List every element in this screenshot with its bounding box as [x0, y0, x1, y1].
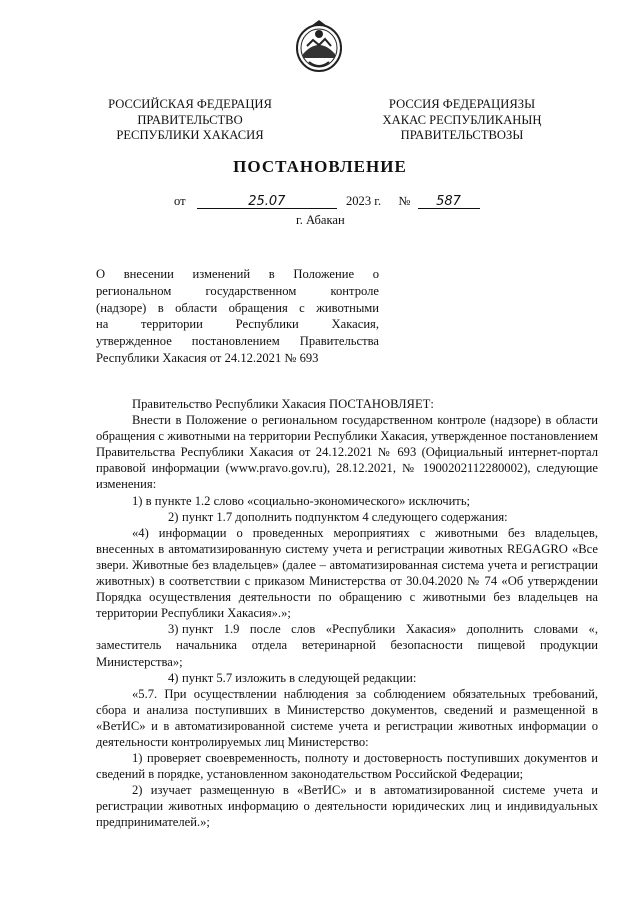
quote-1-paragraph: «4) информации о проведенных мероприятиях с животными без владельцев, внесенных в автоматизированную систему учета и регистрации животных REGAGRO «Все звери. Животные без владельцев» (далее – автоматизированная система учета и регистрации животных) в соответствии с приказом Министерства от 30.04.2020 № 74 «Об утверждении Порядка осуществления деятельности по обращению с животными без владельцев на территории Республики Хакасия».»; [96, 525, 598, 621]
document-body [96, 396, 598, 831]
item-3-paragraph [96, 621, 598, 669]
resolve-paragraph: Правительство Республики Хакасия ПОСТАНОВЛЯЕТ: [132, 397, 434, 411]
header-left-line: РЕСПУБЛИКИ ХАКАСИЯ [116, 128, 264, 142]
number-value: 587 [436, 194, 461, 209]
subject-line: региональном государственном контроле [96, 283, 379, 298]
intro-paragraph: Внести в Положение о региональном государственном контроле (надзоре) в области обращения с животными на территории Республики Хакасия, утвержденное постановлением Правительства Республики Хакасия от 24.12.2021 № 693 (Официальный интернет-портал правовой информации (www.pravo.gov.ru), 28.12.2021, № 1900202112280002), следующие изменения: [96, 413, 598, 492]
quote-2-paragraph: «5.7. При осуществлении наблюдения за соблюдением обязательных требований, сбора и анализа поступивших в Министерство документов, сведений и размещенной в «ВетИС» и в автоматизированной системе учета и регистрации животных информации о деятельности контролируемых лиц Министерство: [96, 686, 598, 749]
subject-line: (надзоре) в области обращения с животными [96, 300, 379, 315]
subject-line: Республики Хакасия от 24.12.2021 № 693 [96, 350, 319, 365]
subitem-2-paragraph: 2) изучает размещенную в «ВетИС» и в автоматизированной системе учета и регистрации животных информацию о деятельности юридических лиц и индивидуальных предпринимателей.»; [96, 783, 598, 830]
date-field [197, 195, 337, 209]
item-3-text: пункт 1.9 после слов «Республики Хакасия» дополнить словами «, заместитель начальника отдела ветеринарной безопасности пищевой продукции Министерства»; [96, 622, 598, 669]
header-right-block [372, 97, 552, 144]
item-4-number: 4) [168, 670, 179, 685]
number-label: № [398, 194, 411, 208]
header-left-line: РОССИЙСКАЯ ФЕДЕРАЦИЯ [108, 97, 272, 111]
subject-line: О внесении изменений в Положение о [96, 267, 379, 281]
header-left-block [100, 97, 280, 144]
item-2-text: пункт 1.7 дополнить подпунктом 4 следующего содержания: [182, 509, 508, 524]
item-3-number: 3) [168, 622, 179, 637]
item-4-text: пункт 5.7 изложить в следующей редакции: [182, 670, 417, 685]
document-title: ПОСТАНОВЛЕНИЕ [233, 157, 407, 176]
city-label: г. Абакан [296, 213, 345, 227]
coat-of-arms-emblem [293, 18, 345, 74]
subitem-1-paragraph: 1) проверяет своевременность, полноту и достоверность поступивших документов и сведений в порядке, установленном законодательством Российской Федерации; [96, 751, 598, 782]
header-right-line: ПРАВИТЕЛЬСТВОЗЫ [400, 128, 524, 142]
item-4-paragraph [96, 670, 598, 686]
date-from-label: от [174, 194, 186, 208]
subject-line: утвержденное постановлением Правительства [96, 334, 379, 349]
item-2-number: 2) [168, 509, 179, 524]
item-2-paragraph [96, 509, 598, 525]
date-value: 25.07 [248, 194, 286, 209]
subject-line: на территории Республики Хакасия, [96, 317, 379, 332]
header-right-line: ХАКАС РЕСПУБЛИКАНЫҢ [382, 112, 542, 127]
item-1-paragraph: 1) в пункте 1.2 слово «социально-экономического» исключить; [132, 493, 471, 508]
header-left-line: ПРАВИТЕЛЬСТВО [137, 112, 243, 127]
header-right-line: РОССИЯ ФЕДЕРАЦИЯЗЫ [388, 97, 536, 111]
document-subject [96, 266, 379, 367]
date-number-line [174, 194, 480, 209]
number-field [418, 195, 480, 209]
year-label: 2023 г. [345, 194, 382, 208]
